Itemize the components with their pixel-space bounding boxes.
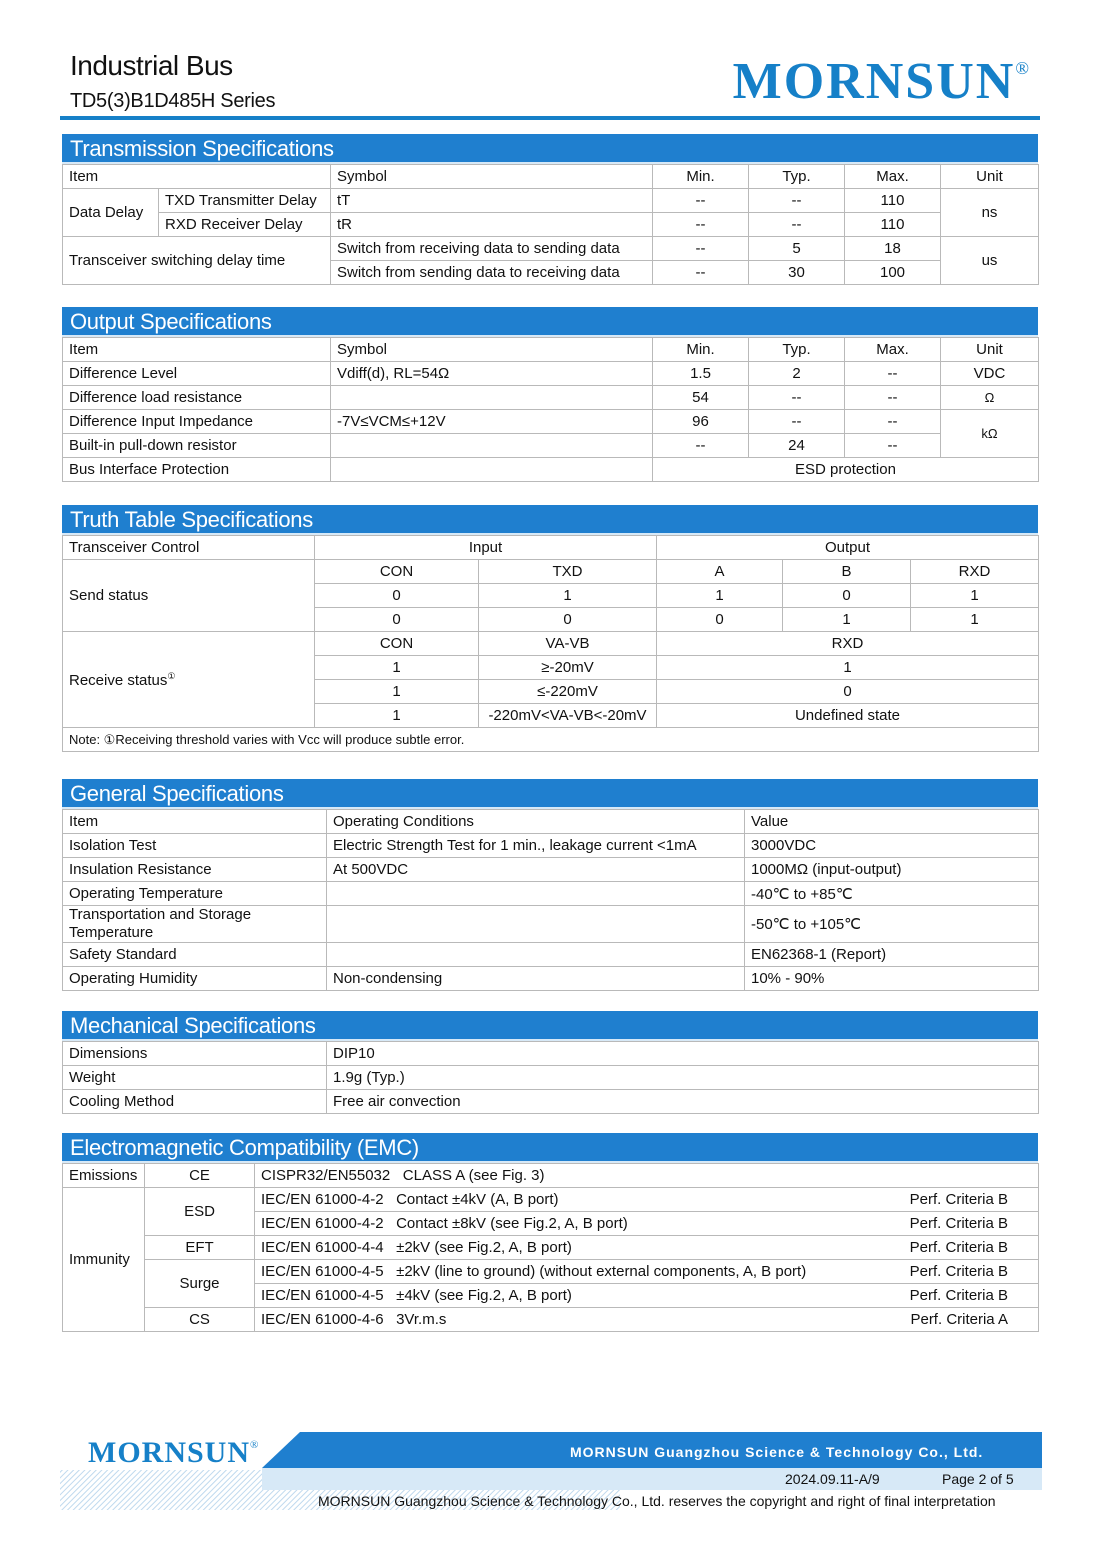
table-row bbox=[63, 386, 1039, 410]
table-row bbox=[63, 943, 1039, 967]
table-cell: Emissions bbox=[63, 1164, 145, 1188]
table-cell: Bus Interface Protection bbox=[63, 458, 331, 482]
criteria-text: Perf. Criteria B bbox=[909, 1215, 1008, 1232]
header-cell: Item bbox=[63, 165, 331, 189]
table-cell: -- bbox=[845, 386, 941, 410]
table-cell: Undefined state bbox=[657, 704, 1039, 728]
description-text: ±4kV (see Fig.2, A, B port) bbox=[396, 1287, 572, 1304]
table-row bbox=[63, 906, 1039, 943]
output-section bbox=[62, 307, 1038, 482]
footer-date: 2024.09.11-A/9 bbox=[785, 1471, 880, 1487]
table-cell: ESD bbox=[145, 1188, 255, 1236]
table-row bbox=[63, 189, 1039, 213]
table-cell: Switch from sending data to receiving data bbox=[331, 261, 653, 285]
table-cell: 1 bbox=[657, 584, 783, 608]
mechanical-table bbox=[62, 1041, 1039, 1114]
unit-cell: ns bbox=[941, 189, 1039, 237]
header-cell: Max. bbox=[845, 165, 941, 189]
table-cell: Dimensions bbox=[63, 1042, 327, 1066]
table-cell bbox=[331, 386, 653, 410]
transmission-section bbox=[62, 134, 1038, 285]
table-cell: 2 bbox=[749, 362, 845, 386]
table-cell: 1 bbox=[479, 584, 657, 608]
table-cell: B bbox=[783, 560, 911, 584]
emc-section bbox=[62, 1133, 1038, 1332]
header-cell: Operating Conditions bbox=[327, 810, 745, 834]
table-cell: -50℃ to +105℃ bbox=[745, 906, 1039, 943]
table-cell: ≤-220mV bbox=[479, 680, 657, 704]
table-row bbox=[63, 434, 1039, 458]
table-cell: -40℃ to +85℃ bbox=[745, 882, 1039, 906]
table-row bbox=[63, 882, 1039, 906]
table-cell: tT bbox=[331, 189, 653, 213]
table-cell: 1 bbox=[657, 656, 1039, 680]
table-cell: 0 bbox=[315, 584, 479, 608]
description-text: CLASS A (see Fig. 3) bbox=[402, 1167, 545, 1184]
table-cell: 5 bbox=[749, 237, 845, 261]
table-row bbox=[63, 1042, 1039, 1066]
table-cell bbox=[255, 1308, 1039, 1332]
table-cell: 1 bbox=[783, 608, 911, 632]
standard-text: IEC/EN 61000-4-5 bbox=[261, 1287, 384, 1304]
table-cell: tR bbox=[331, 213, 653, 237]
table-cell: ESD protection bbox=[653, 458, 1039, 482]
table-cell: Operating Temperature bbox=[63, 882, 327, 906]
header-cell: Typ. bbox=[749, 338, 845, 362]
standard-text: IEC/EN 61000-4-2 bbox=[261, 1191, 384, 1208]
header-cell: Min. bbox=[653, 338, 749, 362]
table-row bbox=[63, 1260, 1039, 1284]
header-cell: Typ. bbox=[749, 165, 845, 189]
table-row bbox=[63, 362, 1039, 386]
immunity-cell: Immunity bbox=[63, 1188, 145, 1332]
unit-cell: us bbox=[941, 237, 1039, 285]
header-cell: Transceiver Control bbox=[63, 536, 315, 560]
header-cell: Unit bbox=[941, 338, 1039, 362]
table-row bbox=[63, 967, 1039, 991]
table-cell: Surge bbox=[145, 1260, 255, 1308]
note-cell: Note: ①Receiving threshold varies with Vcc will produce subtle error. bbox=[63, 728, 1039, 752]
table-cell: RXD bbox=[911, 560, 1039, 584]
table-cell bbox=[255, 1284, 1039, 1308]
footer-logo bbox=[88, 1436, 259, 1470]
standard-text: IEC/EN 61000-4-6 bbox=[261, 1311, 384, 1328]
description-text: Contact ±8kV (see Fig.2, A, B port) bbox=[396, 1215, 628, 1232]
section-title: Output Specifications bbox=[62, 307, 1038, 337]
table-cell: 0 bbox=[657, 680, 1039, 704]
table-cell: Ω bbox=[941, 386, 1039, 410]
table-cell: 110 bbox=[845, 189, 941, 213]
unit-cell: kΩ bbox=[941, 410, 1039, 458]
header-cell: Symbol bbox=[331, 338, 653, 362]
table-header-row bbox=[63, 810, 1039, 834]
table-row bbox=[63, 1236, 1039, 1260]
header-cell: Max. bbox=[845, 338, 941, 362]
logo-text: MORNSUN bbox=[732, 53, 1016, 110]
table-cell: Vdiff(d), RL=54Ω bbox=[331, 362, 653, 386]
table-cell bbox=[255, 1188, 1039, 1212]
description-text: Contact ±4kV (A, B port) bbox=[396, 1191, 559, 1208]
table-cell bbox=[331, 458, 653, 482]
header-cell: Item bbox=[63, 338, 331, 362]
table-cell: -- bbox=[845, 362, 941, 386]
table-cell: 54 bbox=[653, 386, 749, 410]
section-title: Transmission Specifications bbox=[62, 134, 1038, 164]
standard-text: CISPR32/EN55032 bbox=[261, 1167, 391, 1184]
table-cell: VDC bbox=[941, 362, 1039, 386]
table-cell: EFT bbox=[145, 1236, 255, 1260]
truth-table bbox=[62, 535, 1039, 752]
header-cell: Input bbox=[315, 536, 657, 560]
header-cell: Unit bbox=[941, 165, 1039, 189]
cell-line: Transportation and Storage bbox=[69, 906, 252, 923]
table-cell: A bbox=[657, 560, 783, 584]
table-cell: -7V≤VCM≤+12V bbox=[331, 410, 653, 434]
table-row bbox=[63, 834, 1039, 858]
criteria-text: Perf. Criteria A bbox=[910, 1311, 1008, 1328]
table-row bbox=[63, 632, 1039, 656]
footer-copyright: MORNSUN Guangzhou Science & Technology Co., Ltd. reserves the copyright and right of final interpretation bbox=[318, 1493, 996, 1509]
table-cell: 0 bbox=[657, 608, 783, 632]
table-cell: -- bbox=[653, 213, 749, 237]
table-cell: -- bbox=[653, 189, 749, 213]
registered-mark: ® bbox=[1015, 58, 1031, 78]
table-cell: -- bbox=[653, 237, 749, 261]
send-status-cell: Send status bbox=[63, 560, 315, 632]
page-number: Page 2 of 5 bbox=[942, 1471, 1014, 1487]
cell-line: Temperature bbox=[69, 924, 154, 941]
table-cell bbox=[255, 1236, 1039, 1260]
table-cell: -220mV<VA-VB<-20mV bbox=[479, 704, 657, 728]
table-cell: 100 bbox=[845, 261, 941, 285]
truth-table-section bbox=[62, 505, 1038, 752]
table-cell bbox=[255, 1260, 1039, 1284]
table-cell: CON bbox=[315, 632, 479, 656]
table-cell: VA-VB bbox=[479, 632, 657, 656]
table-cell: Difference Input Impedance bbox=[63, 410, 331, 434]
table-cell: Difference load resistance bbox=[63, 386, 331, 410]
header-cell: Item bbox=[63, 810, 327, 834]
table-cell: ≥-20mV bbox=[479, 656, 657, 680]
table-cell: 1.5 bbox=[653, 362, 749, 386]
table-cell: Electric Strength Test for 1 min., leakage current <1mA bbox=[327, 834, 745, 858]
table-cell: 1 bbox=[911, 608, 1039, 632]
standard-text: IEC/EN 61000-4-5 bbox=[261, 1263, 384, 1280]
table-cell: 0 bbox=[479, 608, 657, 632]
table-cell: 1000MΩ (input-output) bbox=[745, 858, 1039, 882]
section-title: Electromagnetic Compatibility (EMC) bbox=[62, 1133, 1038, 1163]
header-cell: Min. bbox=[653, 165, 749, 189]
header-cell: Symbol bbox=[331, 165, 653, 189]
table-cell: -- bbox=[749, 189, 845, 213]
footer-company: MORNSUN Guangzhou Science & Technology Co., Ltd. bbox=[570, 1444, 984, 1460]
table-cell: -- bbox=[749, 410, 845, 434]
table-cell: 110 bbox=[845, 213, 941, 237]
criteria-text: Perf. Criteria B bbox=[909, 1263, 1008, 1280]
description-text: ±2kV (see Fig.2, A, B port) bbox=[396, 1239, 572, 1256]
table-row bbox=[63, 1188, 1039, 1212]
table-cell: At 500VDC bbox=[327, 858, 745, 882]
table-cell: 1 bbox=[911, 584, 1039, 608]
criteria-text: Perf. Criteria B bbox=[909, 1191, 1008, 1208]
registered-mark: ® bbox=[250, 1439, 260, 1451]
table-cell: 18 bbox=[845, 237, 941, 261]
header-cell: Output bbox=[657, 536, 1039, 560]
table-cell bbox=[331, 434, 653, 458]
table-cell: -- bbox=[749, 386, 845, 410]
switch-item-cell: Transceiver switching delay time bbox=[63, 237, 331, 285]
table-row bbox=[63, 458, 1039, 482]
table-cell: Free air convection bbox=[327, 1090, 1039, 1114]
standard-text: IEC/EN 61000-4-4 bbox=[261, 1239, 384, 1256]
document-title: Industrial Bus bbox=[70, 50, 233, 81]
table-cell bbox=[63, 906, 327, 943]
table-row bbox=[63, 213, 1039, 237]
emc-table bbox=[62, 1163, 1039, 1332]
table-row bbox=[63, 1066, 1039, 1090]
table-cell: 10% - 90% bbox=[745, 967, 1039, 991]
table-cell: DIP10 bbox=[327, 1042, 1039, 1066]
table-cell: TXD bbox=[479, 560, 657, 584]
table-header-row bbox=[63, 338, 1039, 362]
table-cell: Non-condensing bbox=[327, 967, 745, 991]
criteria-text: Perf. Criteria B bbox=[909, 1239, 1008, 1256]
table-cell: Switch from receiving data to sending data bbox=[331, 237, 653, 261]
note-row bbox=[63, 728, 1039, 752]
table-cell: 1.9g (Typ.) bbox=[327, 1066, 1039, 1090]
table-cell: 1 bbox=[315, 680, 479, 704]
table-row bbox=[63, 1308, 1039, 1332]
table-cell: 24 bbox=[749, 434, 845, 458]
table-cell: -- bbox=[749, 213, 845, 237]
section-title: Mechanical Specifications bbox=[62, 1011, 1038, 1041]
description-text: ±2kV (line to ground) (without external components, A, B port) bbox=[396, 1263, 807, 1280]
table-cell: Weight bbox=[63, 1066, 327, 1090]
table-cell: CON bbox=[315, 560, 479, 584]
table-cell: Operating Humidity bbox=[63, 967, 327, 991]
table-cell: Insulation Resistance bbox=[63, 858, 327, 882]
table-cell: -- bbox=[845, 434, 941, 458]
table-cell: Cooling Method bbox=[63, 1090, 327, 1114]
table-cell: CS bbox=[145, 1308, 255, 1332]
table-cell bbox=[327, 882, 745, 906]
series-name: TD5(3)B1D485H Series bbox=[70, 90, 276, 112]
mechanical-section bbox=[62, 1011, 1038, 1114]
table-cell: TXD Transmitter Delay bbox=[159, 189, 331, 213]
transmission-table bbox=[62, 164, 1039, 285]
table-cell: 1 bbox=[315, 704, 479, 728]
standard-text: IEC/EN 61000-4-2 bbox=[261, 1215, 384, 1232]
data-delay-cell: Data Delay bbox=[63, 189, 159, 237]
table-cell: -- bbox=[653, 434, 749, 458]
table-cell: RXD Receiver Delay bbox=[159, 213, 331, 237]
header-cell: Value bbox=[745, 810, 1039, 834]
table-cell: 1 bbox=[315, 656, 479, 680]
table-row bbox=[63, 560, 1039, 584]
note-marker: ① bbox=[167, 670, 176, 681]
footer-logo-text: MORNSUN bbox=[88, 1436, 250, 1469]
table-cell: EN62368-1 (Report) bbox=[745, 943, 1039, 967]
table-header-row bbox=[63, 165, 1039, 189]
table-cell: 0 bbox=[783, 584, 911, 608]
section-title: General Specifications bbox=[62, 779, 1038, 809]
receive-status-label: Receive status bbox=[69, 671, 168, 689]
table-cell: Difference Level bbox=[63, 362, 331, 386]
table-cell: Safety Standard bbox=[63, 943, 327, 967]
receive-status-cell bbox=[63, 632, 315, 728]
table-cell: 96 bbox=[653, 410, 749, 434]
table-cell: 3000VDC bbox=[745, 834, 1039, 858]
table-cell bbox=[327, 906, 745, 943]
table-row bbox=[63, 858, 1039, 882]
table-cell: -- bbox=[845, 410, 941, 434]
general-section bbox=[62, 779, 1038, 991]
general-table bbox=[62, 809, 1039, 991]
mornsun-logo bbox=[733, 52, 1031, 111]
table-cell: RXD bbox=[657, 632, 1039, 656]
table-cell bbox=[255, 1164, 1039, 1188]
header-rule bbox=[60, 116, 1040, 120]
table-row bbox=[63, 410, 1039, 434]
table-cell: -- bbox=[653, 261, 749, 285]
section-title: Truth Table Specifications bbox=[62, 505, 1038, 535]
table-row bbox=[63, 1164, 1039, 1188]
table-row bbox=[63, 237, 1039, 261]
table-cell bbox=[327, 943, 745, 967]
criteria-text: Perf. Criteria B bbox=[909, 1287, 1008, 1304]
table-header-row bbox=[63, 536, 1039, 560]
description-text: 3Vr.m.s bbox=[396, 1311, 447, 1328]
output-table bbox=[62, 337, 1039, 482]
table-row bbox=[63, 1090, 1039, 1114]
table-cell: Built-in pull-down resistor bbox=[63, 434, 331, 458]
table-cell: 0 bbox=[315, 608, 479, 632]
table-cell bbox=[255, 1212, 1039, 1236]
table-cell: Isolation Test bbox=[63, 834, 327, 858]
table-cell: CE bbox=[145, 1164, 255, 1188]
table-cell: 30 bbox=[749, 261, 845, 285]
